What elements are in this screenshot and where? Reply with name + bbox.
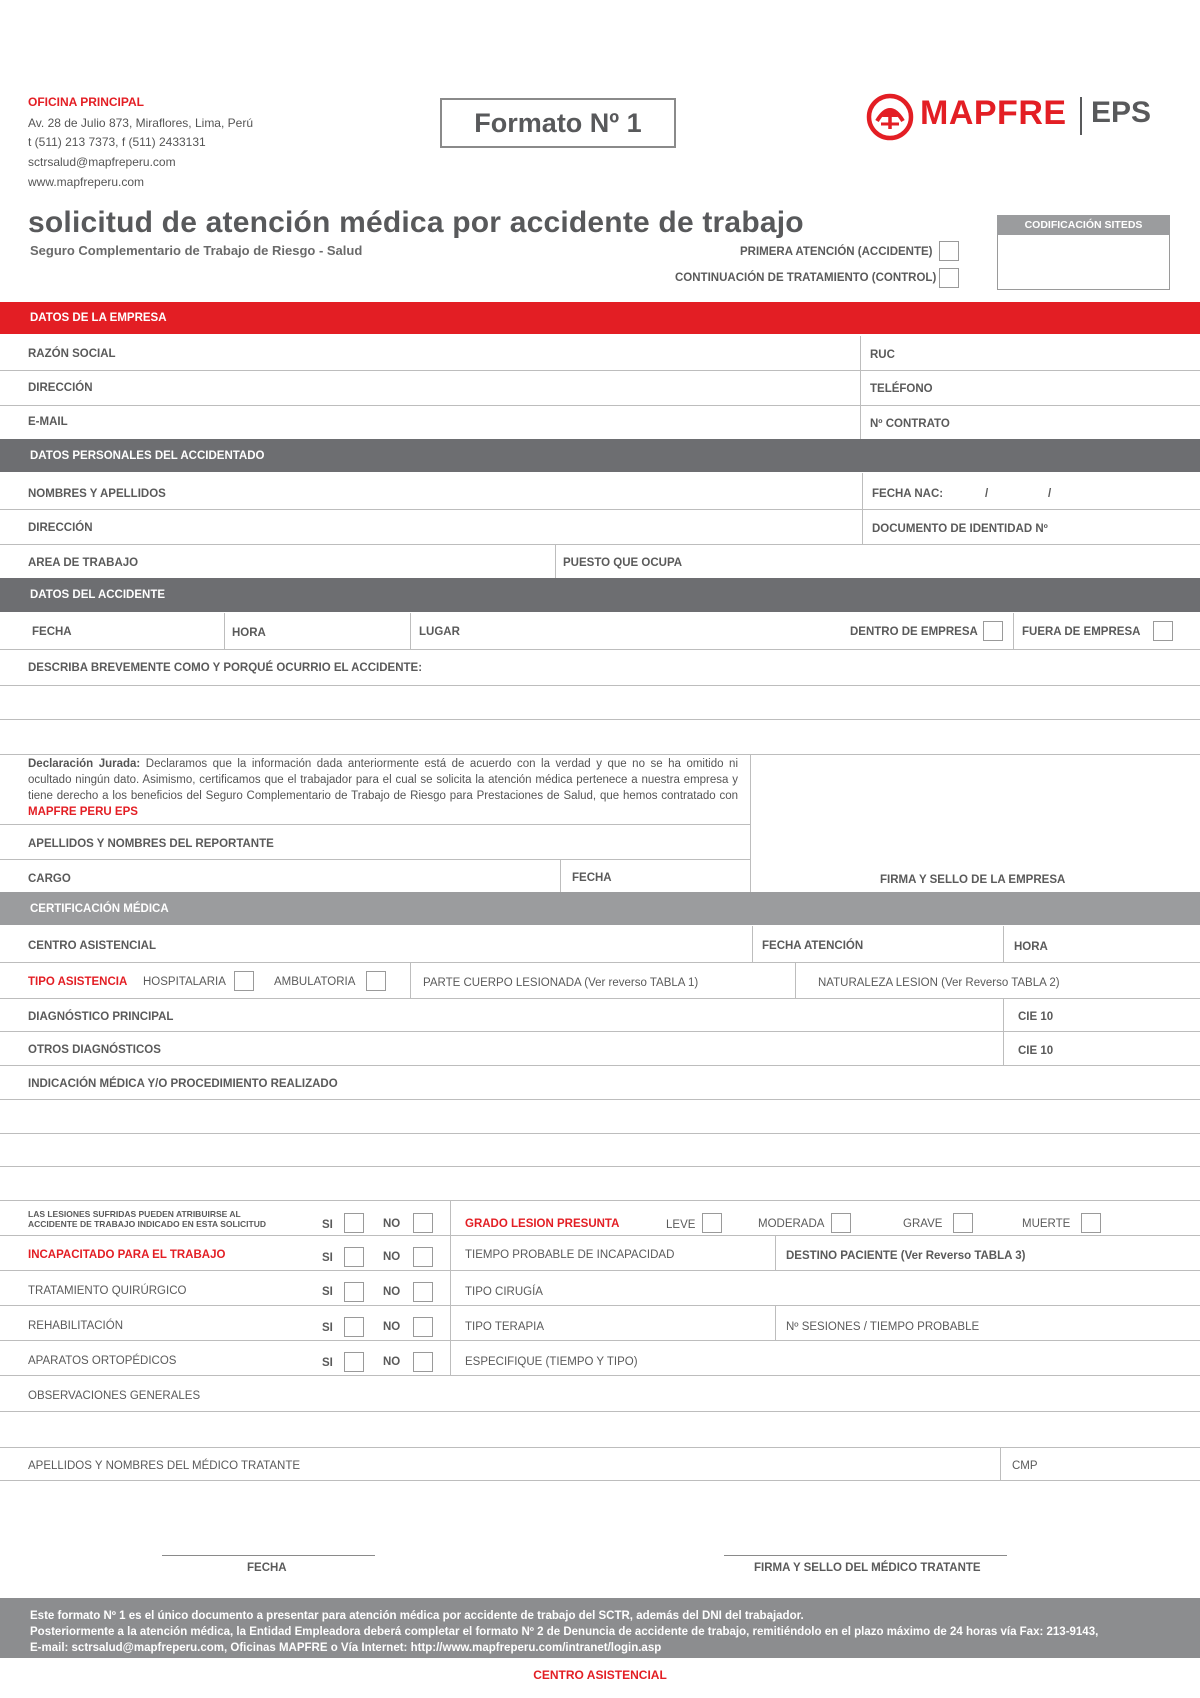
cie-label: CIE 10 <box>1018 1011 1054 1023</box>
telefono-label: TELÉFONO <box>870 383 933 395</box>
email-label: E-MAIL <box>28 416 68 428</box>
footer-note <box>0 1598 1200 1658</box>
signature-fecha-label: FECHA <box>247 1562 287 1574</box>
describa-label: DESCRIBA BREVEMENTE COMO Y PORQUÉ OCURRIO EL ACCIDENTE: <box>28 662 423 674</box>
personal-direccion-label: DIRECCIÓN <box>28 522 93 534</box>
sesiones-label: Nº SESIONES / TIEMPO PROBABLE <box>786 1321 980 1333</box>
lesiones-si-checkbox[interactable] <box>344 1213 364 1233</box>
first-attention-checkbox[interactable] <box>939 241 959 261</box>
row-line <box>0 649 1200 650</box>
observaciones-label: OBSERVACIONES GENERALES <box>28 1390 201 1402</box>
naturaleza-label: NATURALEZA LESION (Ver Reverso TABLA 2) <box>818 977 1060 989</box>
row-line <box>0 1305 1200 1306</box>
divider <box>750 755 751 892</box>
declaracion-lead: Declaración Jurada: <box>28 758 141 770</box>
rehab-si-checkbox[interactable] <box>344 1317 364 1337</box>
row-line <box>0 998 1200 999</box>
office-phones: t (511) 213 7373, f (511) 2433131 <box>28 135 206 149</box>
lesiones-label <box>28 1209 266 1229</box>
fuera-label: FUERA DE EMPRESA <box>1022 626 1141 638</box>
fecha-signature-line <box>162 1555 375 1556</box>
row-line <box>0 962 1200 963</box>
cargo-label: CARGO <box>28 873 71 885</box>
razon-social-label: RAZÓN SOCIAL <box>28 348 116 360</box>
rehab-no-checkbox[interactable] <box>413 1317 433 1337</box>
row-line <box>0 1235 1200 1236</box>
fuera-checkbox[interactable] <box>1153 621 1173 641</box>
incap-no-checkbox[interactable] <box>413 1247 433 1267</box>
lesiones-line-2: ACCIDENTE DE TRABAJO INDICADO EN ESTA SOLICITUD <box>28 1219 267 1229</box>
declaracion-jurada <box>28 756 738 820</box>
row-line <box>0 1031 1200 1032</box>
indicacion-label: INDICACIÓN MÉDICA Y/O PROCEDIMIENTO REALIZADO <box>28 1078 338 1090</box>
grave-checkbox[interactable] <box>953 1213 973 1233</box>
footer-line-3: E-mail: sctrsalud@mapfreperu.com, Oficinas MAPFRE o Vía Internet: http://www.mapfreperu.com/intranet/login.asp <box>30 1642 662 1654</box>
leve-checkbox[interactable] <box>702 1213 722 1233</box>
grave-label: GRAVE <box>903 1218 943 1230</box>
divider <box>560 860 561 892</box>
row-line <box>0 1166 1200 1167</box>
divider <box>795 963 796 998</box>
row-line <box>0 405 1200 406</box>
row-line <box>0 754 1200 755</box>
fecha-atencion-label: FECHA ATENCIÓN <box>762 940 864 952</box>
moderada-label: MODERADA <box>758 1218 825 1230</box>
brand-divider <box>1080 97 1082 135</box>
ambulatoria-checkbox[interactable] <box>366 971 386 991</box>
accidente-fecha-label: FECHA <box>32 626 72 638</box>
office-heading: OFICINA PRINCIPAL <box>28 95 144 109</box>
divider <box>450 1306 451 1340</box>
leve-label: LEVE <box>666 1219 696 1231</box>
office-email: sctrsalud@mapfreperu.com <box>28 155 176 169</box>
muerte-label: MUERTE <box>1022 1218 1071 1230</box>
si-label: SI <box>322 1357 333 1369</box>
page-subtitle: Seguro Complementario de Trabajo de Riesgo - Salud <box>30 243 363 258</box>
page-title: solicitud de atención médica por accidente de trabajo <box>28 206 804 239</box>
declaracion-company: MAPFRE PERU EPS <box>28 806 138 818</box>
date-slash: / <box>985 488 989 500</box>
section-empresa: DATOS DE LA EMPRESA <box>0 302 1200 334</box>
divider <box>775 1236 776 1270</box>
divider <box>1003 999 1004 1031</box>
divider <box>224 613 225 649</box>
divider <box>752 926 753 962</box>
office-web: www.mapfreperu.com <box>28 175 145 189</box>
section-personales: DATOS PERSONALES DEL ACCIDENTADO <box>0 439 1200 472</box>
row-line <box>0 1375 1200 1376</box>
incap-si-checkbox[interactable] <box>344 1247 364 1267</box>
footer-line-1: Este formato Nº 1 es el único documento a presentar para atención médica por accidente de trabajo del SCTR, además del DNI del trabajador. <box>30 1610 804 1622</box>
area-label: AREA DE TRABAJO <box>28 557 139 569</box>
office-address: Av. 28 de Julio 873, Miraflores, Lima, Perú <box>28 116 253 130</box>
otros-diag-label: OTROS DIAGNÓSTICOS <box>28 1044 161 1056</box>
cert-hora-label: HORA <box>1014 941 1048 953</box>
divider <box>862 510 863 544</box>
mapfre-eps-logo <box>866 92 1186 142</box>
formato-box: Formato Nº 1 <box>440 98 676 148</box>
medico-label: APELLIDOS Y NOMBRES DEL MÉDICO TRATANTE <box>28 1460 301 1472</box>
row-line <box>0 1133 1200 1134</box>
row-line <box>0 719 1200 720</box>
quir-no-checkbox[interactable] <box>413 1282 433 1302</box>
tipo-cirugia-label: TIPO CIRUGÍA <box>465 1286 543 1298</box>
no-label: NO <box>383 1251 401 1263</box>
moderada-checkbox[interactable] <box>831 1213 851 1233</box>
aparatos-no-checkbox[interactable] <box>413 1352 433 1372</box>
continuation-checkbox[interactable] <box>939 268 959 288</box>
tiempo-incap-label: TIEMPO PROBABLE DE INCAPACIDAD <box>465 1249 675 1261</box>
destino-label: DESTINO PACIENTE (Ver Reverso TABLA 3) <box>786 1250 1026 1262</box>
accidente-hora-label: HORA <box>232 627 266 639</box>
continuation-label: CONTINUACIÓN DE TRATAMIENTO (CONTROL) <box>675 272 937 284</box>
reportante-label: APELLIDOS Y NOMBRES DEL REPORTANTE <box>28 838 274 850</box>
ambulatoria-label: AMBULATORIA <box>274 976 356 988</box>
date-slash: / <box>1048 488 1052 500</box>
puesto-label: PUESTO QUE OCUPA <box>563 557 683 569</box>
no-label: NO <box>383 1321 401 1333</box>
parte-cuerpo-label: PARTE CUERPO LESIONADA (Ver reverso TABLA 1) <box>423 977 699 989</box>
empresa-direccion-label: DIRECCIÓN <box>28 382 93 394</box>
row-line <box>0 1411 1200 1412</box>
cie-label-2: CIE 10 <box>1018 1045 1054 1057</box>
dentro-checkbox[interactable] <box>983 621 1003 641</box>
divider <box>450 1341 451 1375</box>
divider <box>555 545 556 578</box>
declaracion-text: Declaramos que la información dada anteriormente está de acuerdo con la verdad y que no se ha omitido ni ocultado ningún dato. Asimismo, certificamos que el trabajador para el cual se solicita la atención médica pertenece a nuestra empresa y tiene derecho a los beneficios del Seguro Complementario de Trabajo de Riesgo para Prestaciones de Salud, que hemos contratado con <box>28 758 739 802</box>
si-label: SI <box>322 1252 333 1264</box>
divider <box>1003 926 1004 962</box>
dentro-label: DENTRO DE EMPRESA <box>850 626 978 638</box>
row-line <box>0 544 1200 545</box>
nombres-label: NOMBRES Y APELLIDOS <box>28 488 166 500</box>
divider <box>1013 613 1014 649</box>
tipo-terapia-label: TIPO TERAPIA <box>465 1321 545 1333</box>
lesiones-no-checkbox[interactable] <box>413 1213 433 1233</box>
row-line <box>0 685 1200 686</box>
divider <box>862 473 863 509</box>
fecha-nac-label: FECHA NAC: <box>872 488 944 500</box>
hospitalaria-checkbox[interactable] <box>234 971 254 991</box>
copy-label: CENTRO ASISTENCIAL <box>533 1668 667 1682</box>
especifique-label: ESPECIFIQUE (TIEMPO Y TIPO) <box>465 1356 638 1368</box>
divider <box>1000 1448 1001 1480</box>
row-line <box>0 370 1200 371</box>
lugar-label: LUGAR <box>419 626 460 638</box>
medico-signature-line <box>724 1555 1007 1556</box>
documento-label: DOCUMENTO DE IDENTIDAD Nº <box>872 523 1048 535</box>
footer-line-2: Posteriormente a la atención médica, la Entidad Empleadora deberá completar el formato Nº 2 de Denuncia de accidente de trabajo, remitiéndolo en el plazo máximo de 24 horas vía Fax: 213-9143, <box>30 1626 1099 1638</box>
row-line <box>0 1065 1200 1066</box>
row-line <box>0 1447 1200 1448</box>
muerte-checkbox[interactable] <box>1081 1213 1101 1233</box>
row-line <box>0 1099 1200 1100</box>
brand-sub: EPS <box>1091 96 1152 129</box>
divider <box>1003 1032 1004 1065</box>
codificacion-label: CODIFICACIÓN SITEDS <box>997 215 1170 235</box>
si-label: SI <box>322 1219 333 1231</box>
divider <box>450 1201 451 1235</box>
cmp-label: CMP <box>1012 1460 1038 1472</box>
divider <box>450 1236 451 1270</box>
aparatos-si-checkbox[interactable] <box>344 1352 364 1372</box>
ruc-label: RUC <box>870 349 895 361</box>
quir-si-checkbox[interactable] <box>344 1282 364 1302</box>
firma-empresa-label: FIRMA Y SELLO DE LA EMPRESA <box>880 874 1066 886</box>
divider <box>410 963 411 998</box>
brand-name: MAPFRE <box>920 94 1067 132</box>
firma-medico-label: FIRMA Y SELLO DEL MÉDICO TRATANTE <box>754 1562 981 1574</box>
tipo-asistencia-label: TIPO ASISTENCIA <box>28 976 128 988</box>
divider <box>775 1306 776 1340</box>
row-line <box>0 1200 1200 1201</box>
aparatos-label: APARATOS ORTOPÉDICOS <box>28 1355 177 1367</box>
section-certificacion: CERTIFICACIÓN MÉDICA <box>0 892 1200 925</box>
mapfre-emblem-icon <box>866 93 914 141</box>
section-accidente: DATOS DEL ACCIDENTE <box>0 578 1200 612</box>
divider <box>860 336 861 370</box>
quirurgico-label: TRATAMIENTO QUIRÚRGICO <box>28 1285 187 1297</box>
divider <box>860 406 861 439</box>
row-line <box>0 1270 1200 1271</box>
si-label: SI <box>322 1286 333 1298</box>
row-line <box>0 1480 1200 1481</box>
declaracion-fecha-label: FECHA <box>572 872 612 884</box>
row-line <box>0 1340 1200 1341</box>
row-line <box>0 859 750 860</box>
hospitalaria-label: HOSPITALARIA <box>143 976 226 988</box>
row-line <box>0 509 1200 510</box>
grado-label: GRADO LESION PRESUNTA <box>465 1218 620 1230</box>
incapacitado-label: INCAPACITADO PARA EL TRABAJO <box>28 1249 226 1261</box>
no-label: NO <box>383 1286 401 1298</box>
no-label: NO <box>383 1218 401 1230</box>
row-line <box>0 824 750 825</box>
rehabilitacion-label: REHABILITACIÓN <box>28 1320 123 1332</box>
divider <box>450 1271 451 1305</box>
divider <box>410 613 411 649</box>
diag-principal-label: DIAGNÓSTICO PRINCIPAL <box>28 1011 174 1023</box>
no-label: NO <box>383 1356 401 1368</box>
first-attention-label: PRIMERA ATENCIÓN (ACCIDENTE) <box>740 246 933 258</box>
contrato-label: Nº CONTRATO <box>870 418 950 430</box>
si-label: SI <box>322 1322 333 1334</box>
divider <box>860 371 861 405</box>
lesiones-line-1: LAS LESIONES SUFRIDAS PUEDEN ATRIBUIRSE AL <box>28 1209 241 1219</box>
centro-label: CENTRO ASISTENCIAL <box>28 940 156 952</box>
